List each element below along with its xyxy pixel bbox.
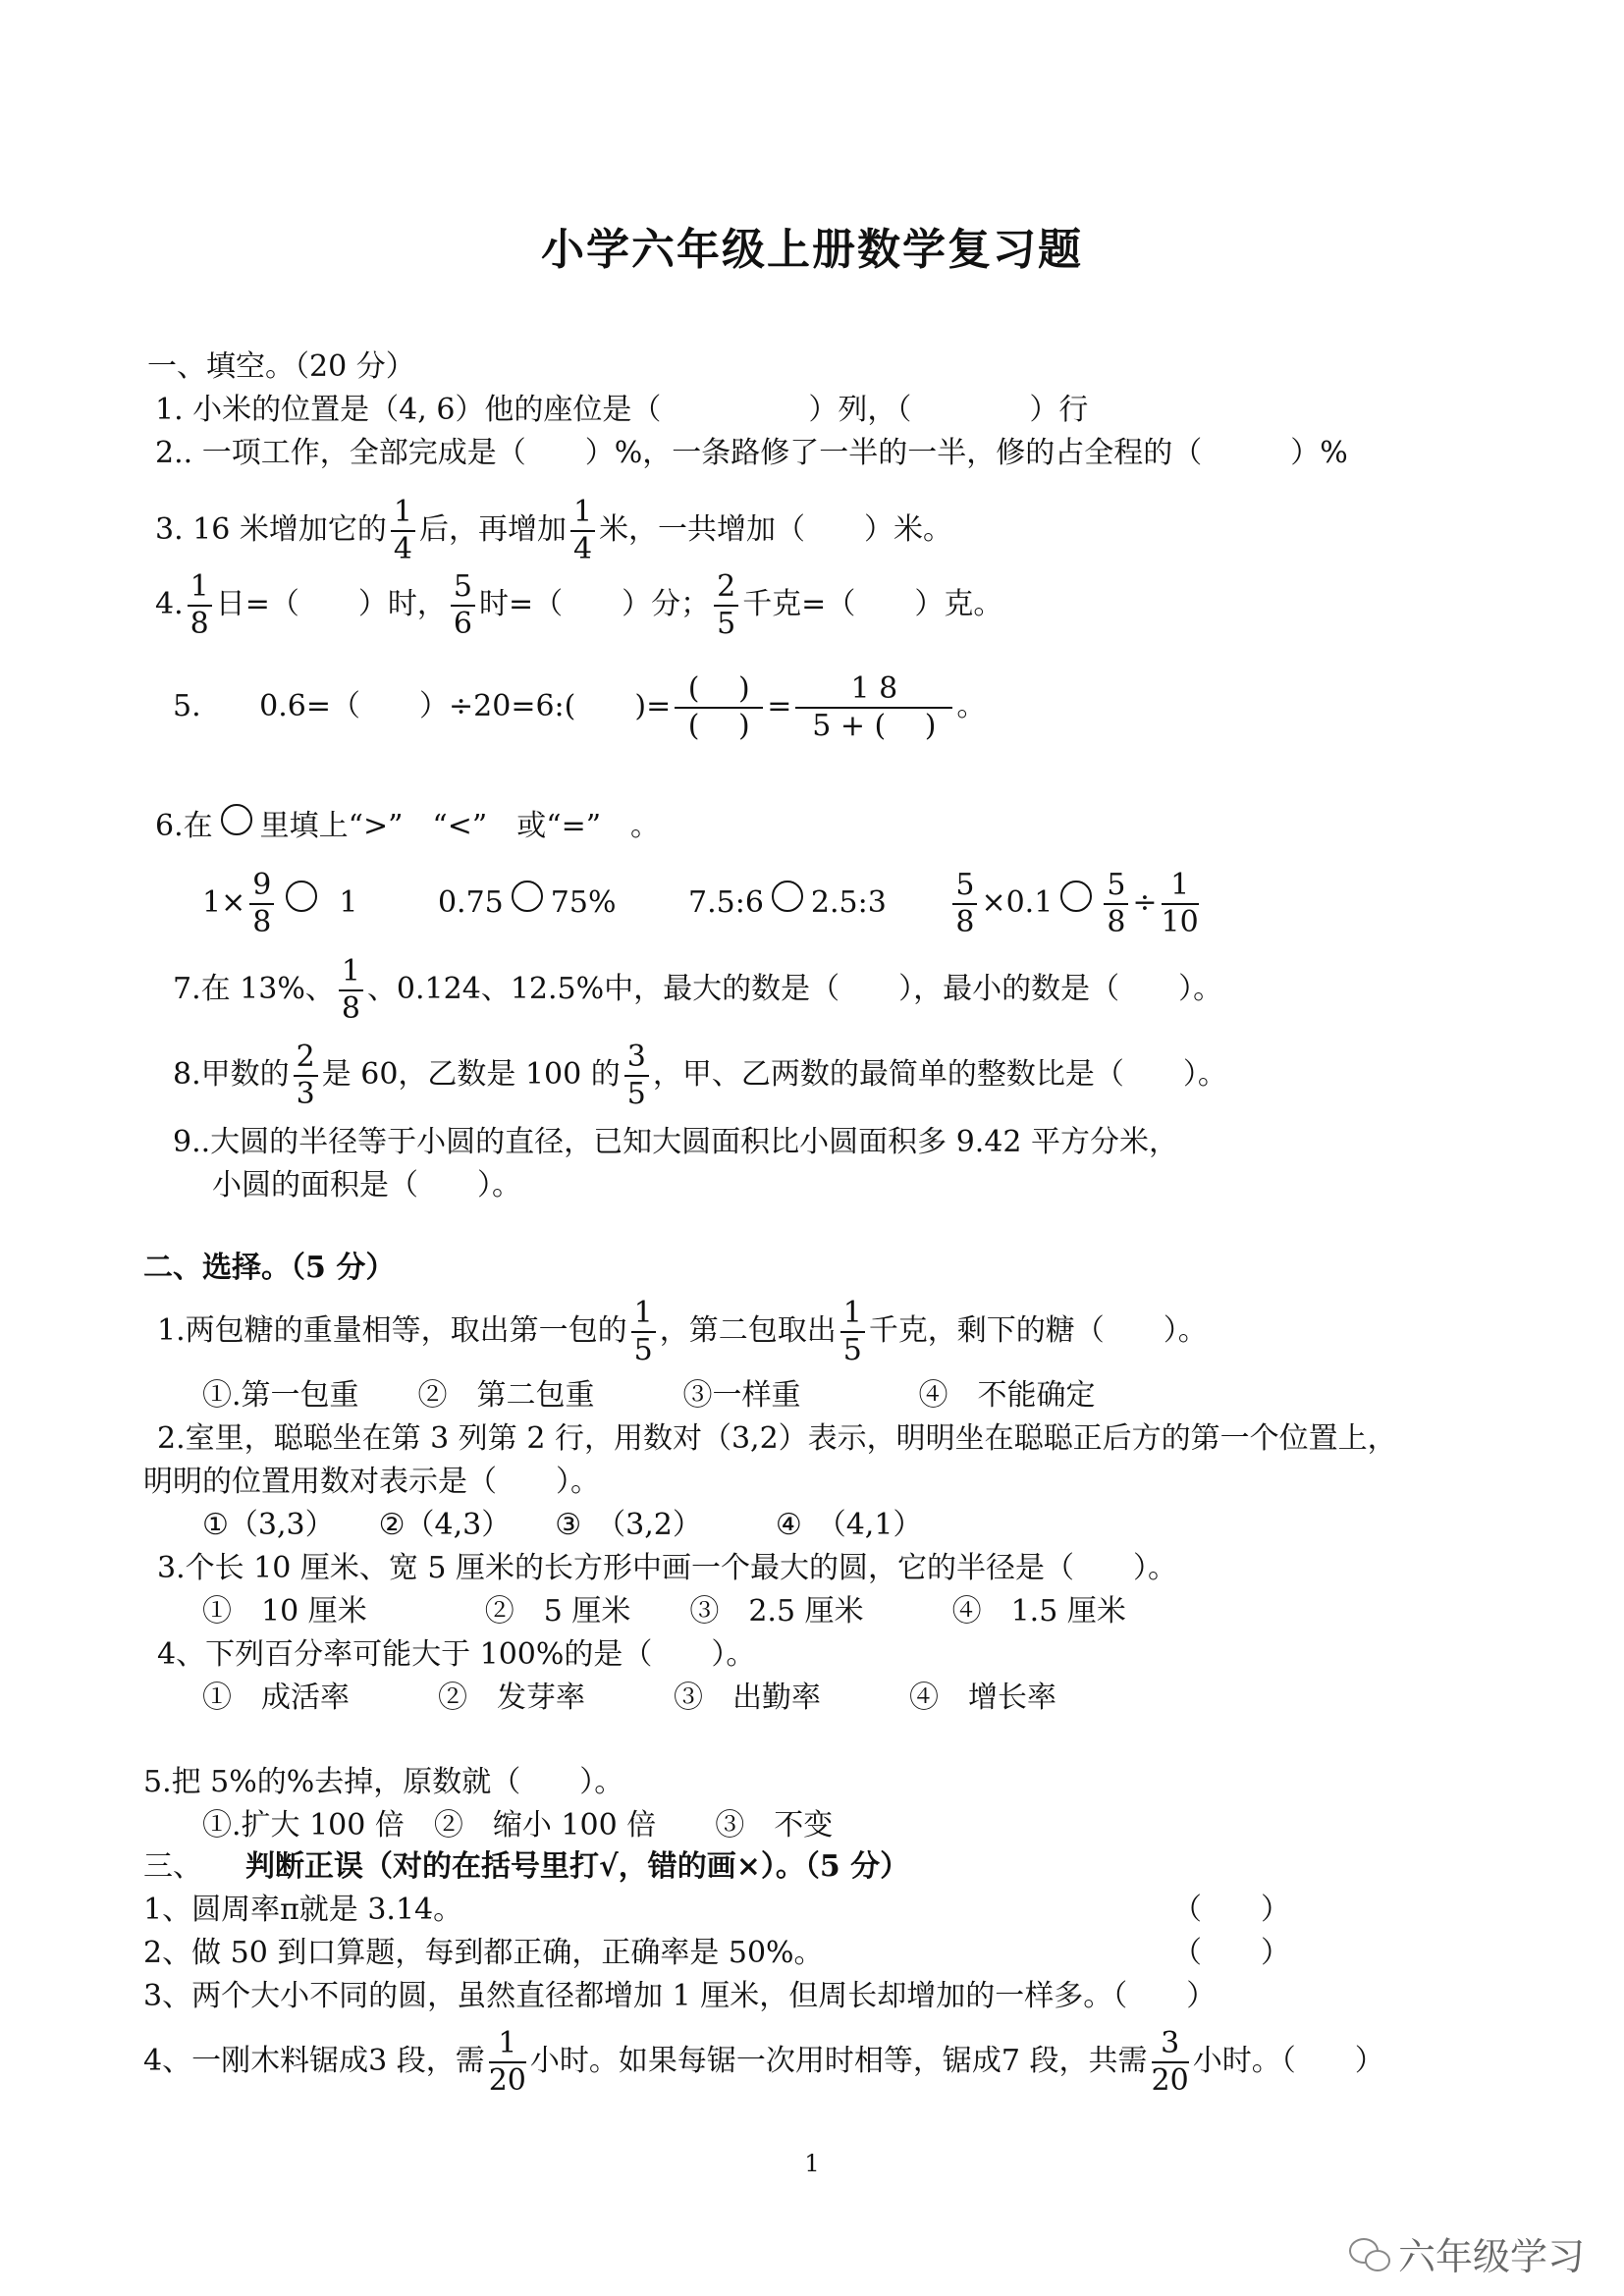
- q2-item-2-line-2: 明明的位置用数对表示是（ ）。: [143, 1465, 600, 1499]
- blank-fraction: [675, 671, 763, 743]
- q1-item-8-text-a: 8.甲数的: [173, 1057, 290, 1092]
- fraction-5-8: [1104, 868, 1128, 939]
- section-2-heading: 二、选择。（5 分）: [143, 1251, 396, 1285]
- q3-item-4-text-a: 4、一刚木料锯成3 段，需: [143, 2044, 485, 2078]
- circle-icon: [772, 881, 803, 912]
- section-1-heading: 一、填空。（20 分）: [147, 349, 415, 384]
- q1-item-8: [173, 1036, 1227, 1114]
- q1-item-4-text-a: 4.: [155, 587, 184, 621]
- fraction-denominator: 5: [633, 1333, 653, 1367]
- q2-item-1-options: ①.第一包重 ② 第二包重 ③一样重 ④ 不能确定: [202, 1378, 1096, 1413]
- fraction-denominator: ( ): [687, 709, 750, 743]
- q1-item-6-comparisons: [202, 864, 1203, 942]
- q1-item-3-text-c: 米，一共增加（ ）米。: [599, 512, 953, 547]
- equals-sign: =: [767, 689, 792, 723]
- q1-item-3-text-b: 后，再增加: [418, 512, 567, 547]
- fraction-denominator: 5: [842, 1333, 862, 1367]
- q3-item-4: [143, 2022, 1384, 2101]
- fraction-numerator: 1: [339, 957, 363, 991]
- q1-item-4-text-b: 日=（ ）时，: [215, 587, 447, 621]
- fraction-denominator: 20: [488, 2063, 526, 2098]
- fraction-1-4: [570, 495, 595, 566]
- fraction-1-5: [631, 1296, 656, 1367]
- fraction-denominator: 8: [189, 607, 209, 641]
- fraction-numerator: 3: [1152, 2029, 1189, 2063]
- fraction-numerator: 1 8: [795, 674, 952, 709]
- q1-item-8-text-c: ，甲、乙两数的最简单的整数比是（ ）。: [652, 1057, 1227, 1092]
- section-3-title: 判断正误（对的在括号里打√，错的画×）。（5 分）: [245, 1849, 910, 1884]
- compare-1-left: 1×: [202, 885, 246, 920]
- q1-item-9-line-1: 9..大圆的半径等于小圆的直径，已知大圆面积比小圆面积多 9.42 平方分米，: [173, 1125, 1179, 1159]
- fraction-denominator: 20: [1151, 2063, 1189, 2098]
- fraction-denominator: 5 + ( ): [812, 709, 937, 743]
- q3-item-1: 1、圆周率π就是 3.14。: [143, 1893, 463, 1927]
- q3-item-4-text-b: 小时。如果每锯一次用时相等，锯成7 段，共需: [529, 2044, 1148, 2078]
- fraction-2-5: [714, 569, 738, 641]
- q2-item-2-options: ①（3,3） ②（4,3） ③ （3,2） ④ （4,1）: [202, 1508, 923, 1542]
- blank-fraction-18: [795, 671, 952, 743]
- q1-item-5-number: 5.: [173, 689, 201, 723]
- fraction-denominator: 4: [393, 532, 412, 566]
- circle-icon: [512, 881, 543, 912]
- fraction-denominator: 5: [626, 1077, 646, 1111]
- q2-item-4-options: ① 成活率 ② 发芽率 ③ 出勤率 ④ 增长率: [202, 1681, 1056, 1715]
- compare-2-right: 75%: [550, 885, 617, 920]
- fraction-numerator: 2: [714, 572, 738, 607]
- fraction-numerator: 3: [624, 1042, 649, 1077]
- circle-icon: [1060, 881, 1092, 912]
- q1-item-2: 2.. 一项工作，全部完成是（ ）%，一条路修了一半的一半，修的占全程的（ ）%: [155, 436, 1348, 470]
- q2-item-3: 3.个长 10 厘米、宽 5 厘米的长方形中画一个最大的圆，它的半径是（ ）。: [157, 1551, 1178, 1585]
- page-number: 1: [804, 2150, 820, 2177]
- q1-item-1: 1. 小米的位置是（4, 6）他的座位是（ ）列，（ ）行: [155, 393, 1089, 427]
- q1-item-5-text: 0.6=（ ）÷20=6:( )=: [259, 689, 672, 723]
- fraction-denominator: 4: [572, 532, 593, 566]
- fraction-1-8: [188, 569, 212, 641]
- fraction-numerator: 1: [489, 2029, 526, 2063]
- fraction-1-10: [1161, 868, 1199, 939]
- q1-item-7: [173, 950, 1222, 1029]
- q1-item-7-text-b: 、0.124、12.5%中，最大的数是（ ），最小的数是（ ）。: [366, 972, 1223, 1006]
- fraction-9-8: [249, 868, 274, 939]
- wechat-icon: [1349, 2238, 1388, 2269]
- q1-item-6: [155, 807, 660, 846]
- compare-2-left: 0.75: [437, 885, 504, 920]
- fraction-numerator: 1: [840, 1299, 865, 1333]
- fraction-5-6: [451, 569, 475, 641]
- q1-item-6-text-a: 6.在: [155, 809, 213, 843]
- q1-item-5: [173, 667, 986, 746]
- fraction-denominator: 8: [1107, 905, 1126, 939]
- fraction-numerator: 1: [570, 498, 595, 532]
- q1-item-7-text-a: 7.在 13%、: [173, 972, 335, 1006]
- q2-item-1-text-c: 千克，剩下的糖（ ）。: [868, 1313, 1208, 1348]
- fraction-denominator: 5: [717, 607, 736, 641]
- fraction-denominator: 8: [341, 991, 360, 1026]
- compare-3-right: 2.5:3: [810, 885, 887, 920]
- fraction-5-8: [952, 868, 977, 939]
- q2-item-1-text-b: ，第二包取出: [659, 1313, 837, 1348]
- q1-item-8-text-b: 是 60，乙数是 100 的: [321, 1057, 621, 1092]
- fraction-denominator: 3: [296, 1077, 315, 1111]
- fraction-denominator: 8: [955, 905, 975, 939]
- q3-item-2: 2、做 50 到口算题，每到都正确，正确率是 50%。: [143, 1936, 824, 1970]
- q2-item-2-line-1: 2.室里，聪聪坐在第 3 列第 2 行，用数对（3,2）表示，明明坐在聪聪正后方的第一个位置上，: [157, 1421, 1397, 1456]
- section-3-heading: [143, 1847, 909, 1887]
- q2-item-1: [157, 1292, 1208, 1370]
- fraction-1-4: [391, 495, 415, 566]
- q1-item-4: [155, 565, 1002, 644]
- q1-item-9-line-2: 小圆的面积是（ ）。: [212, 1168, 521, 1202]
- fraction-numerator: 1: [391, 498, 415, 532]
- fraction-1-8: [339, 954, 363, 1026]
- fraction-denominator: 10: [1161, 905, 1199, 939]
- fraction-1-20: [488, 2026, 526, 2098]
- fraction-numerator: 1: [1162, 871, 1199, 905]
- q2-item-1-text-a: 1.两包糖的重量相等，取出第一包的: [157, 1313, 627, 1348]
- q3-item-4-text-c: 小时。（ ）: [1192, 2044, 1384, 2078]
- fraction-numerator: 5: [1104, 871, 1128, 905]
- fraction-numerator: 5: [451, 572, 475, 607]
- circle-icon: [221, 804, 252, 835]
- q3-item-3: 3、两个大小不同的圆，虽然直径都增加 1 厘米，但周长却增加的一样多。（ ）: [143, 1979, 1217, 2013]
- fraction-3-20: [1151, 2026, 1189, 2098]
- compare-4-right: ÷: [1132, 885, 1158, 920]
- q1-item-4-text-d: 千克=（ ）克。: [742, 587, 1003, 621]
- fraction-3-5: [624, 1042, 649, 1109]
- compare-3-left: 7.5:6: [688, 885, 764, 920]
- compare-4-left: ×0.1: [981, 885, 1054, 920]
- q1-item-3: [155, 491, 952, 569]
- q3-item-1-blank: （ ）: [1172, 1893, 1290, 1927]
- fraction-denominator: 6: [453, 607, 472, 641]
- q1-item-3-text-a: 3. 16 米增加它的: [155, 512, 387, 547]
- q2-item-5-options: ①.扩大 100 倍 ② 缩小 100 倍 ③ 不变: [202, 1808, 834, 1842]
- fraction-numerator: ( ): [675, 674, 763, 709]
- compare-1-right: 1: [339, 885, 358, 920]
- fraction-numerator: 9: [249, 871, 274, 905]
- period: 。: [956, 689, 987, 723]
- fraction-1-5: [840, 1296, 865, 1367]
- q2-item-4: 4、下列百分率可能大于 100%的是（ ）。: [157, 1637, 756, 1672]
- watermark-text: 六年级学习: [1397, 2235, 1585, 2278]
- watermark: [1349, 2226, 1585, 2280]
- q2-item-3-options: ① 10 厘米 ② 5 厘米 ③ 2.5 厘米 ④ 1.5 厘米: [202, 1594, 1126, 1629]
- q1-item-6-text-b: 里填上“>” “<” 或“=” 。: [259, 809, 661, 843]
- fraction-numerator: 5: [952, 871, 977, 905]
- fraction-numerator: 1: [188, 572, 212, 607]
- q3-item-2-blank: （ ）: [1172, 1936, 1290, 1970]
- circle-icon: [286, 881, 317, 912]
- fraction-denominator: 8: [252, 905, 272, 939]
- page-title: 小学六年级上册数学复习题: [541, 225, 1083, 275]
- q2-item-5: 5.把 5%的%去掉，原数就（ ）。: [143, 1765, 624, 1799]
- fraction-numerator: 1: [631, 1299, 656, 1333]
- fraction-numerator: 2: [294, 1042, 318, 1077]
- q1-item-4-text-c: 时=（ ）分；: [478, 587, 711, 621]
- fraction-2-3: [294, 1042, 318, 1109]
- section-3-number: 三、: [143, 1849, 202, 1884]
